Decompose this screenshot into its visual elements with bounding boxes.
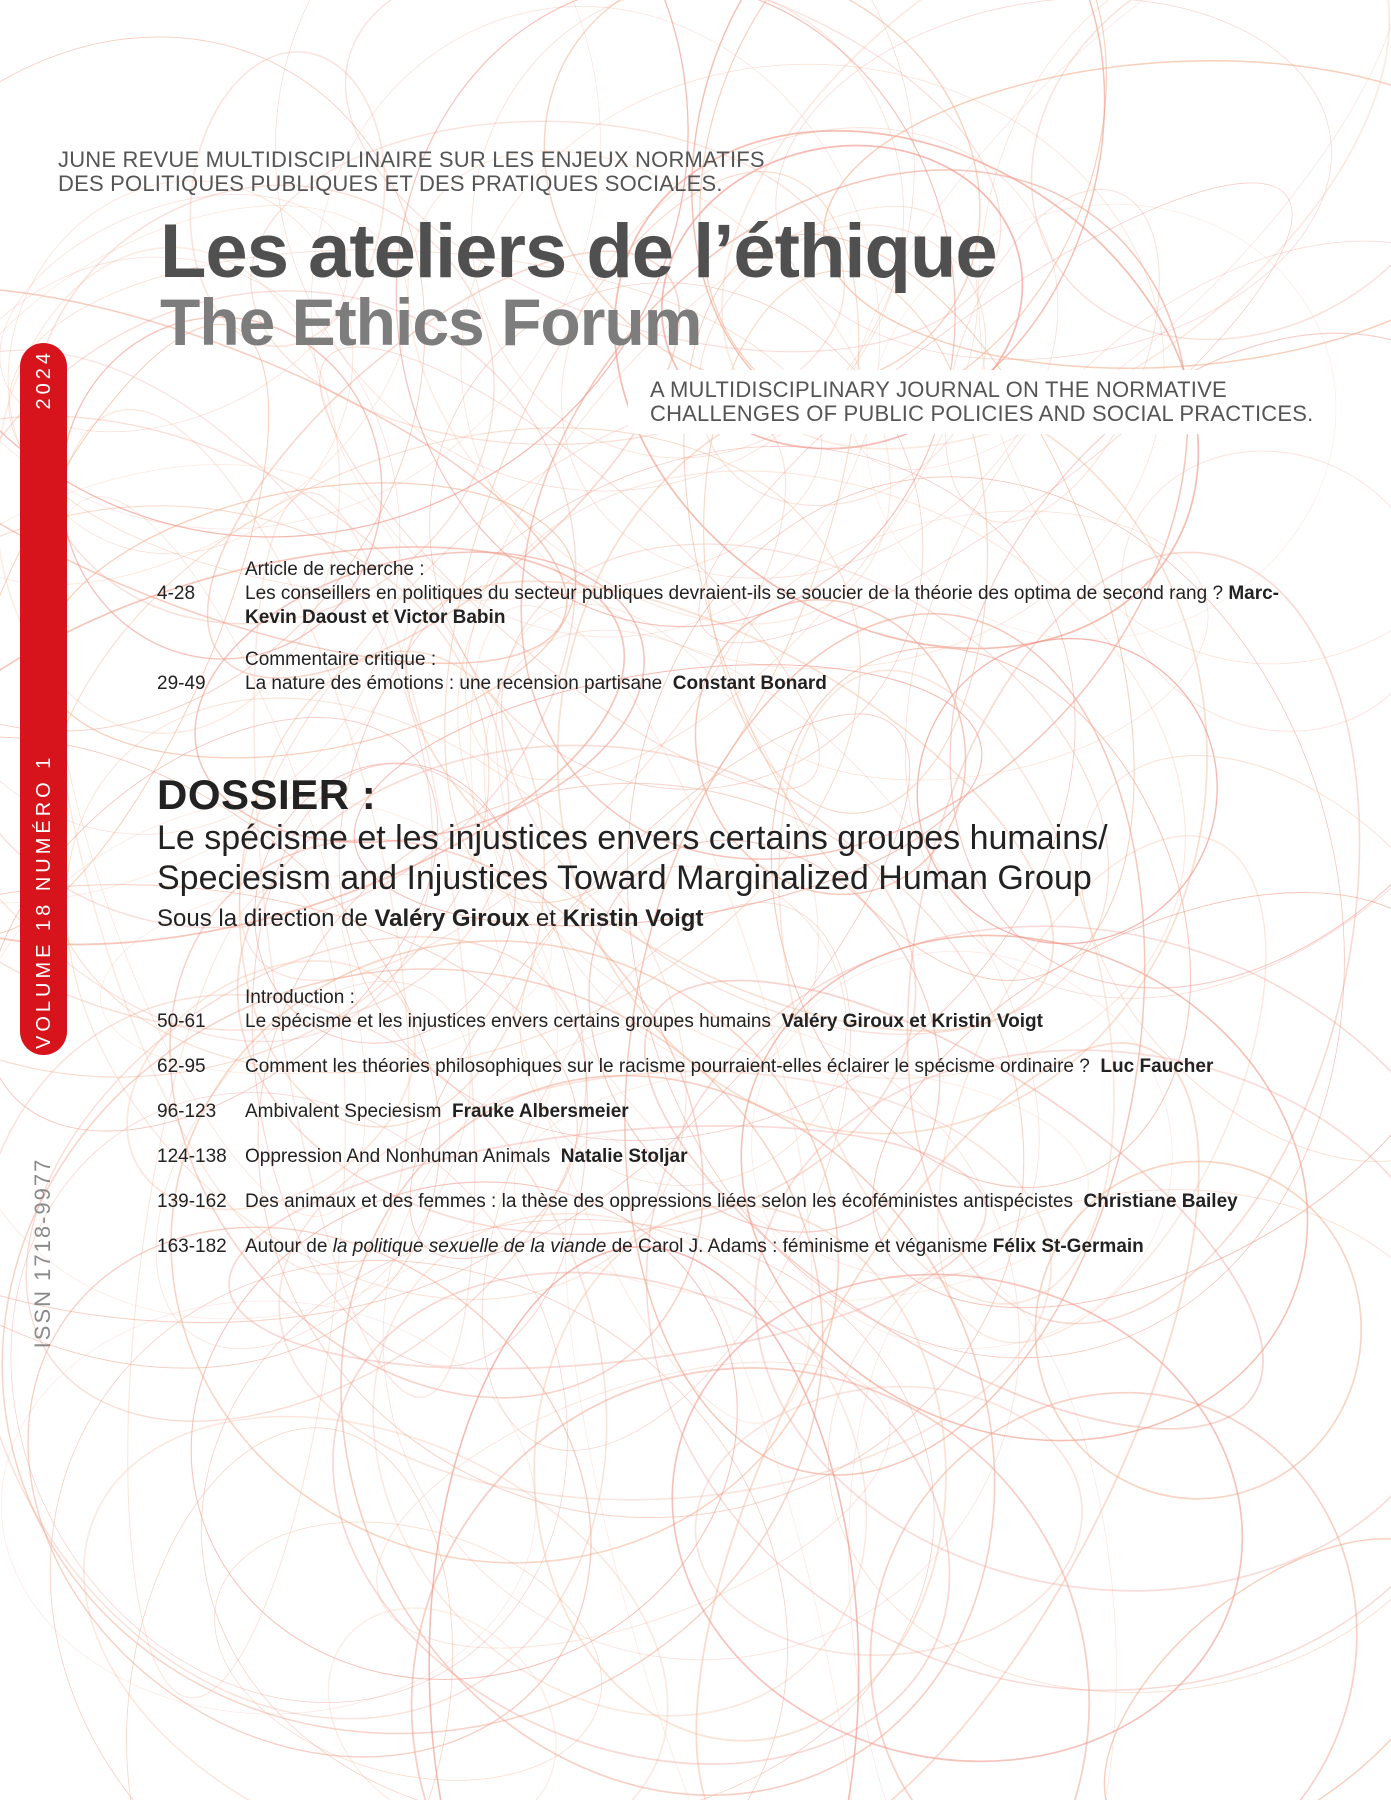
tagline-french-line-1: JUNE REVUE MULTIDISCIPLINAIRE SUR LES ENJEUX NORMATIFS bbox=[58, 147, 765, 172]
toc-entry bbox=[157, 1235, 1285, 1259]
tagline-french-line-2: DES POLITIQUES PUBLIQUES ET DES PRATIQUES SOCIALES. bbox=[58, 171, 723, 196]
toc-pages: 62-95 bbox=[157, 1056, 206, 1077]
toc-author: Marc-Kevin Daoust et Victor Babin bbox=[245, 583, 1279, 628]
toc-entry-body bbox=[245, 648, 1285, 696]
toc-author: Félix St-Germain bbox=[992, 1236, 1144, 1257]
toc-entry-research-article bbox=[157, 558, 1285, 630]
dossier-editors bbox=[157, 904, 703, 934]
scribble-stroke bbox=[185, 1481, 632, 1800]
toc-title-italic: la politique sexuelle de la viande bbox=[332, 1236, 607, 1257]
toc-title: Ambivalent Speciesism bbox=[245, 1101, 442, 1122]
journal-title-english: The Ethics Forum bbox=[160, 285, 702, 359]
scribble-stroke bbox=[0, 1295, 540, 1720]
toc-author: Frauke Albersmeier bbox=[451, 1101, 629, 1122]
toc-pages: 139-162 bbox=[157, 1191, 227, 1212]
scribble-stroke bbox=[14, 1330, 738, 1800]
toc-entry-body bbox=[245, 1055, 1285, 1079]
editor-name: Kristin Voigt bbox=[562, 905, 704, 932]
scribble-stroke bbox=[340, 1303, 927, 1706]
scribble-stroke bbox=[959, 0, 1391, 418]
toc-section-label: Article de recherche : bbox=[245, 559, 425, 580]
toc-entry bbox=[157, 1145, 1285, 1169]
scribble-stroke bbox=[621, 1216, 1293, 1800]
toc-title-suffix: de Carol J. Adams : féminisme et véganisme bbox=[611, 1236, 988, 1257]
tagline-english-line-2: CHALLENGES OF PUBLIC POLICIES AND SOCIAL PRACTICES. bbox=[650, 401, 1314, 426]
toc-title: Oppression And Nonhuman Animals bbox=[245, 1146, 551, 1167]
toc-title: Les conseillers en politiques du secteur publiques devraient-ils se soucier de la théorie des optima de second rang ? bbox=[245, 583, 1224, 604]
toc-pages: 124-138 bbox=[157, 1146, 227, 1167]
scribble-stroke bbox=[749, 0, 1357, 398]
toc-general bbox=[157, 558, 1285, 714]
toc-section-label: Introduction : bbox=[245, 987, 355, 1008]
toc-entry-body bbox=[245, 986, 1285, 1034]
toc-title: La nature des émotions : une recension partisane bbox=[245, 673, 663, 694]
toc-title: Comment les théories philosophiques sur le racisme pourraient-elles éclairer le spécisme ordinaire ? bbox=[245, 1056, 1090, 1077]
toc-entry-body bbox=[245, 1235, 1285, 1259]
dossier-title-line-1: Le spécisme et les injustices envers certains groupes humains/ bbox=[157, 819, 1108, 857]
volume-sidebar-text bbox=[30, 349, 58, 1049]
toc-pages: 50-61 bbox=[157, 1011, 206, 1032]
scribble-stroke bbox=[1051, 1479, 1391, 1800]
tagline-english-line-1: A MULTIDISCIPLINARY JOURNAL ON THE NORMATIVE bbox=[650, 377, 1227, 402]
editor-name: Valéry Giroux bbox=[374, 905, 530, 932]
toc-author: Luc Faucher bbox=[1100, 1056, 1214, 1077]
dossier-title bbox=[157, 818, 1108, 898]
toc-entry bbox=[157, 1190, 1285, 1214]
toc-entry-body bbox=[245, 558, 1285, 630]
toc-author: Christiane Bailey bbox=[1083, 1191, 1238, 1212]
toc-entry bbox=[157, 986, 1285, 1034]
issn-number: ISSN 1718-9977 bbox=[30, 1157, 55, 1349]
volume-year: 2024 bbox=[32, 349, 55, 410]
editors-joiner: et bbox=[535, 905, 556, 932]
toc-pages: 29-49 bbox=[157, 673, 206, 694]
toc-pages: 4-28 bbox=[157, 583, 196, 604]
toc-title: Des animaux et des femmes : la thèse des oppressions liées selon les écoféministes antispécistes bbox=[245, 1191, 1073, 1212]
dossier-title-line-2: Speciesism and Injustices Toward Marginalized Human Group bbox=[157, 859, 1092, 897]
toc-entry-body bbox=[245, 1190, 1285, 1214]
journal-title-french: Les ateliers de l’éthique bbox=[160, 209, 997, 294]
toc-entry-critical-commentary bbox=[157, 648, 1285, 696]
toc-title: Le spécisme et les injustices envers certains groupes humains bbox=[245, 1011, 771, 1032]
toc-author: Constant Bonard bbox=[672, 673, 827, 694]
toc-author: Valéry Giroux et Kristin Voigt bbox=[781, 1011, 1043, 1032]
editors-prefix: Sous la direction de bbox=[157, 905, 368, 932]
toc-entry bbox=[157, 1055, 1285, 1079]
toc-entry bbox=[157, 1100, 1285, 1124]
dossier-heading: DOSSIER : bbox=[157, 771, 377, 818]
scribble-stroke bbox=[684, 1371, 1093, 1671]
tagline-english bbox=[628, 370, 1330, 434]
toc-author: Natalie Stoljar bbox=[560, 1146, 688, 1167]
toc-pages: 96-123 bbox=[157, 1101, 217, 1122]
volume-number: VOLUME 18 NUMÉRO 1 bbox=[32, 753, 55, 1049]
toc-title-prefix: Autour de bbox=[245, 1236, 328, 1257]
tagline-french bbox=[58, 148, 765, 196]
toc-entry-body bbox=[245, 1145, 1285, 1169]
toc-entry-body bbox=[245, 1100, 1285, 1124]
toc-dossier bbox=[157, 986, 1285, 1280]
toc-section-label: Commentaire critique : bbox=[245, 649, 437, 670]
toc-pages: 163-182 bbox=[157, 1236, 227, 1257]
